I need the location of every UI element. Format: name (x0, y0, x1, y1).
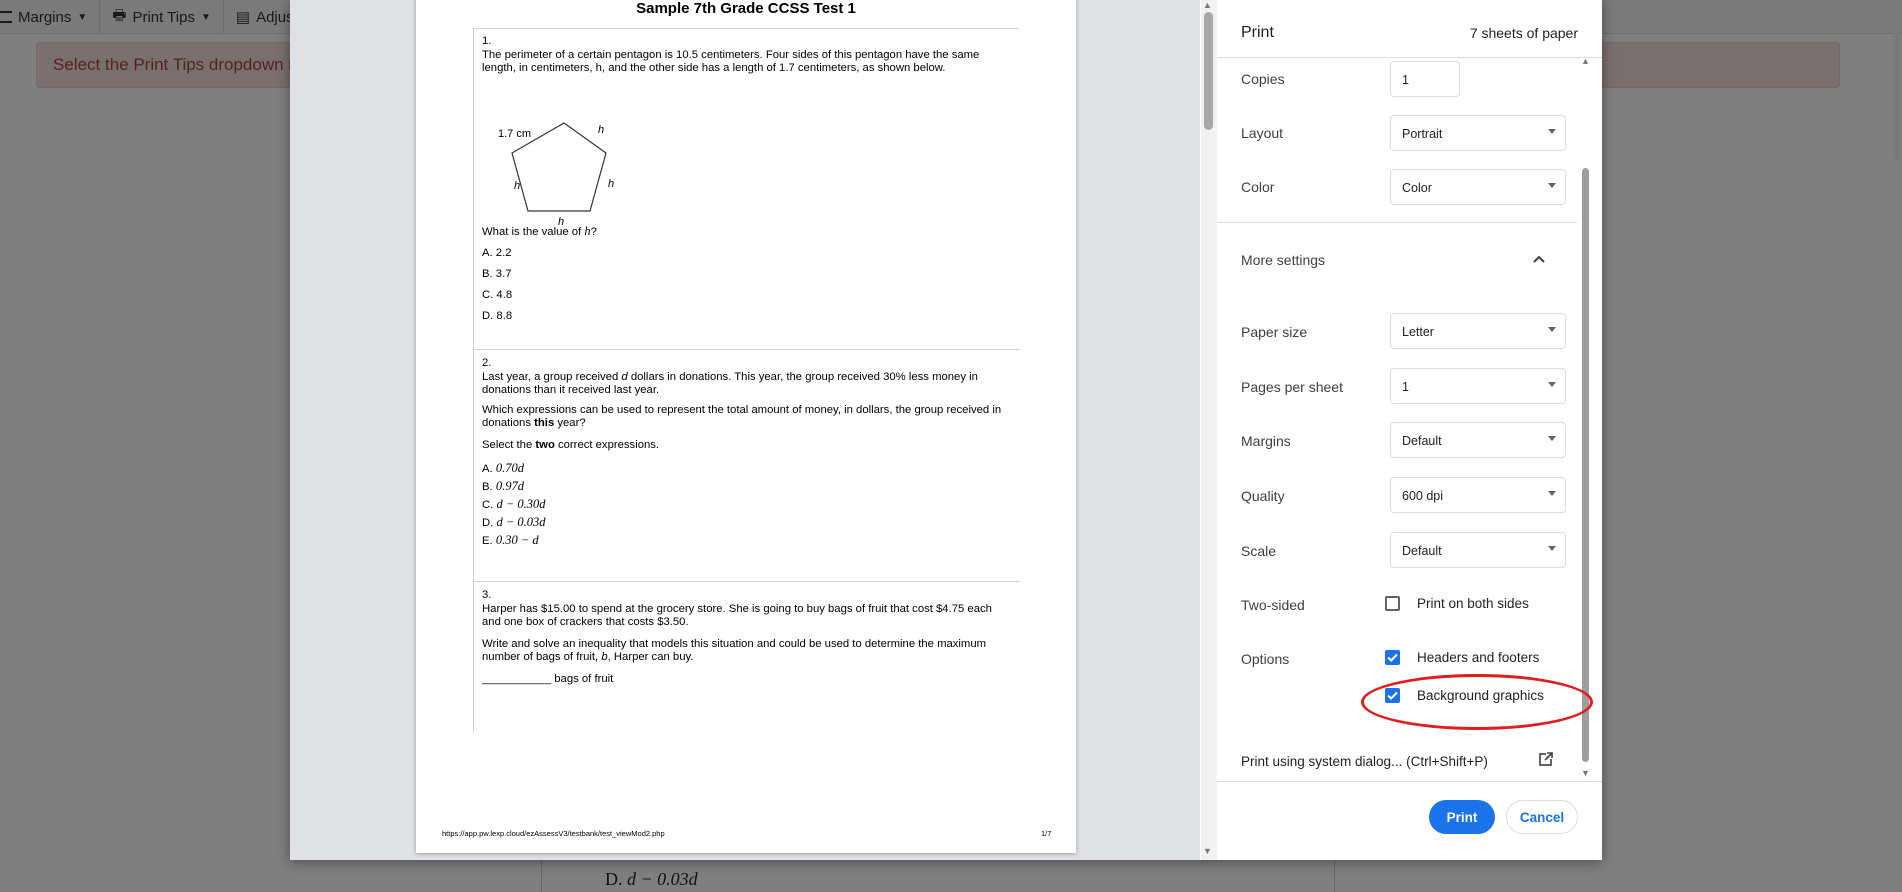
color-select[interactable] (1390, 169, 1566, 205)
checkmark-icon (1385, 650, 1400, 665)
settings-header (1217, 0, 1602, 58)
chevron-down-icon (1548, 382, 1556, 387)
prompt-suffix: ? (590, 226, 597, 238)
chevron-up-icon[interactable] (1531, 251, 1547, 267)
question-divider (474, 349, 1020, 350)
choice-d (482, 515, 546, 530)
choice-letter: E. (482, 535, 493, 547)
text-segment: , Harper can buy. (607, 651, 694, 663)
choice-expression: 0.30 − d (495, 533, 539, 547)
page-footer-number: 1/7 (1041, 829, 1052, 838)
questions-container (473, 28, 1019, 733)
figure-label-h: h (514, 180, 521, 192)
question-prompt (482, 638, 1012, 665)
background-graphics-label[interactable]: Background graphics (1417, 688, 1544, 703)
pages-per-sheet-label: Pages per sheet (1241, 379, 1343, 395)
text-segment: Select the (482, 438, 533, 451)
chevron-down-icon (1548, 491, 1556, 496)
open-external-icon[interactable] (1538, 751, 1554, 767)
headers-footers-label[interactable]: Headers and footers (1417, 650, 1540, 665)
prompt-text: What is the value of (482, 226, 582, 238)
text-segment: Write and solve an inequality that models this situation and could be used to determine the maximum number of bags of fruit, (482, 637, 987, 663)
choice-letter: B. (482, 481, 493, 493)
chevron-down-icon (1548, 129, 1556, 134)
text-segment: year? (557, 417, 586, 429)
choice-expression: d − 0.30d (496, 497, 546, 511)
choice-a: A. 2.2 (482, 247, 512, 259)
dialog-title: Print (1241, 24, 1274, 41)
question-divider (474, 581, 1020, 582)
question-instruction (482, 439, 1012, 453)
quality-value: 600 dpi (1402, 489, 1444, 503)
choice-d: D. 8.8 (482, 310, 513, 322)
scroll-up-arrow-icon[interactable]: ▲ (1581, 56, 1590, 66)
question-number: 1. (482, 35, 492, 47)
choice-b (482, 479, 524, 494)
quality-label: Quality (1241, 488, 1285, 504)
page-scrollbar-thumb[interactable] (1893, 8, 1900, 160)
choice-expression: d − 0.03d (496, 515, 546, 529)
sheets-count: 7 sheets of paper (1469, 25, 1578, 41)
pentagon-figure (484, 107, 615, 228)
settings-scrollbar-thumb[interactable] (1582, 168, 1589, 762)
paper-size-label: Paper size (1241, 324, 1308, 340)
footer-divider (1217, 781, 1602, 782)
chevron-down-icon (1548, 183, 1556, 188)
question-text (482, 371, 1012, 398)
pages-per-sheet-select[interactable] (1390, 368, 1566, 404)
system-dialog-link[interactable]: Print using system dialog... (Ctrl+Shift+P) (1241, 754, 1488, 769)
text-bold: two (535, 438, 555, 451)
margins-select[interactable] (1390, 422, 1566, 458)
two-sided-label: Two-sided (1241, 597, 1305, 613)
scale-select[interactable] (1390, 532, 1566, 568)
figure-label-side: 1.7 cm (498, 128, 532, 140)
choice-expression: 0.97d (495, 479, 524, 493)
copies-input[interactable]: 1 (1390, 61, 1460, 97)
color-label: Color (1241, 179, 1275, 195)
headers-footers-checkbox[interactable] (1385, 650, 1400, 665)
scroll-down-arrow-icon[interactable]: ▼ (1203, 846, 1212, 856)
paper-size-value: Letter (1402, 325, 1434, 339)
question-prompt (482, 404, 1012, 431)
choice-c (482, 497, 546, 512)
figure-label-h: h (608, 178, 615, 190)
question-2 (482, 357, 1012, 452)
options-label: Options (1241, 651, 1290, 667)
section-divider (1217, 222, 1577, 223)
text-segment: correct expressions. (557, 438, 660, 451)
choice-letter: A. (482, 463, 493, 475)
choice-a (482, 461, 524, 476)
scale-value: Default (1402, 544, 1442, 558)
color-value: Color (1402, 181, 1432, 195)
copies-label: Copies (1241, 71, 1285, 87)
scroll-down-arrow-icon[interactable]: ▼ (1581, 768, 1590, 778)
more-settings-toggle[interactable]: More settings (1241, 252, 1326, 268)
choice-expression: 0.70d (495, 461, 524, 475)
preview-page (416, 0, 1076, 853)
prompt-variable: h (584, 224, 591, 238)
question-3 (482, 589, 1012, 686)
scroll-up-arrow-icon[interactable]: ▲ (1203, 0, 1212, 10)
margins-value: Default (1402, 434, 1442, 448)
layout-value: Portrait (1402, 127, 1443, 141)
page-footer-url: https://app.pw.lexp.cloud/ezAssessV3/testbank/test_viewMod2.php (442, 829, 665, 838)
preview-scrollbar[interactable] (1201, 0, 1217, 860)
question-text: The perimeter of a certain pentagon is 10.5 centimeters. Four sides of this pentagon have the same length, in centimeters, h, and the other side has a length of 1.7 centimeters, as shown below. (482, 48, 980, 74)
chevron-down-icon (1548, 436, 1556, 441)
layout-select[interactable] (1390, 115, 1566, 151)
margins-label: Margins (1241, 433, 1291, 449)
question-text: Harper has $15.00 to spend at the grocery store. She is going to buy bags of fruit that cost $4.75 each and one box of crackers that costs $3.50. (482, 602, 992, 628)
answer-line: ___________ bags of fruit (482, 672, 614, 685)
chevron-down-icon (1548, 327, 1556, 332)
page-title: Sample 7th Grade CCSS Test 1 (636, 0, 856, 17)
two-sided-checkbox[interactable] (1385, 596, 1400, 611)
preview-scrollbar-thumb[interactable] (1204, 12, 1213, 130)
settings-scrollbar[interactable] (1579, 58, 1593, 780)
question-1-prompt (482, 225, 1012, 240)
choice-letter: C. (482, 499, 494, 511)
text-variable: d (621, 370, 628, 383)
question-number: 2. (482, 357, 492, 369)
text-bold: this (534, 417, 555, 429)
two-sided-option-label[interactable]: Print on both sides (1417, 596, 1529, 611)
choice-letter: D. (482, 517, 494, 529)
text-segment: dollars in donations. This year, the group received 30% less money in donations than it received last year. (482, 370, 978, 396)
layout-label: Layout (1241, 125, 1284, 141)
chevron-down-icon (1548, 546, 1556, 551)
paper-size-select[interactable] (1390, 313, 1566, 349)
figure-label-h: h (558, 216, 565, 228)
choice-e (482, 533, 539, 548)
text-variable: b (601, 651, 608, 663)
scale-label: Scale (1241, 543, 1277, 559)
print-settings-panel (1217, 0, 1602, 860)
print-dialog (290, 0, 1602, 860)
figure-label-h: h (598, 124, 605, 136)
choice-b: B. 3.7 (482, 268, 512, 280)
question-number: 3. (482, 589, 492, 601)
cancel-button[interactable]: Cancel (1506, 800, 1578, 834)
text-segment: Which expressions can be used to represent the total amount of money, in dollars, the group received in donations (482, 403, 1002, 429)
quality-select[interactable] (1390, 477, 1566, 513)
text-segment: Last year, a group received (482, 370, 619, 383)
print-button[interactable]: Print (1429, 800, 1495, 834)
print-preview-area[interactable] (290, 0, 1200, 860)
pages-per-sheet-value: 1 (1402, 380, 1409, 394)
choice-c: C. 4.8 (482, 289, 513, 301)
annotation-highlight-ellipse (1361, 674, 1593, 730)
question-1 (482, 35, 1012, 76)
